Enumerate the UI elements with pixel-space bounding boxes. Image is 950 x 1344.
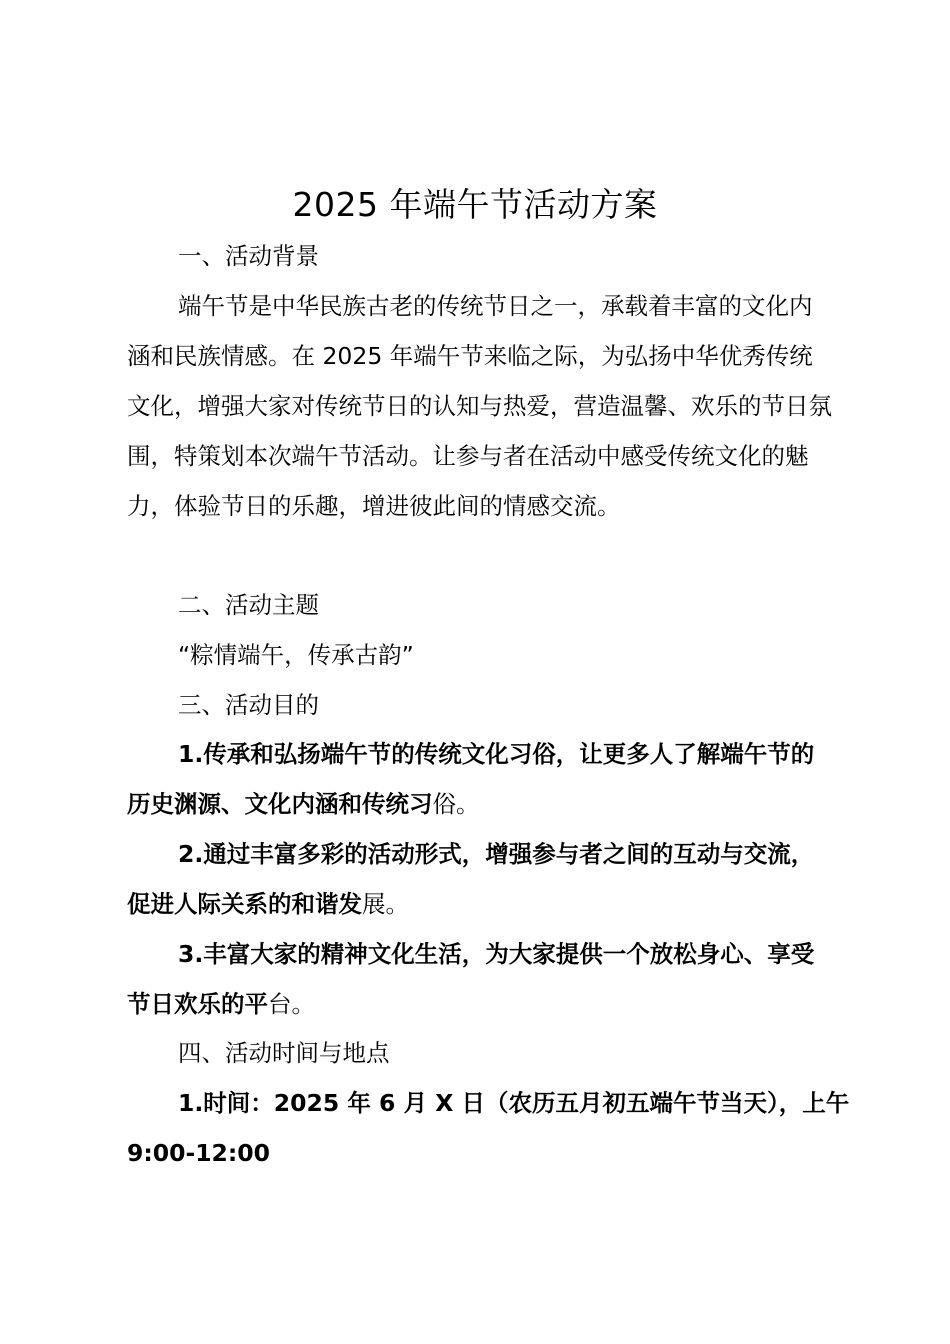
section-heading-theme: 二、活动主题 xyxy=(178,591,319,619)
purpose-item-1-text: 1.传承和弘扬端午节的传统文化习俗，让更多人了解端午节的历史渊源、文化内涵和传统习 xyxy=(127,740,815,818)
purpose-item-2-text: 2.通过丰富多彩的活动形式，增强参与者之间的互动与交流，促进人际关系的和谐发 xyxy=(127,840,815,918)
purpose-item-2 xyxy=(127,829,833,929)
document-title: 2025 年端午节活动方案 xyxy=(292,185,658,224)
time-item: 1.时间：2025 年 6 月 X 日（农历五月初五端午节当天），上午 9:00-12:00 xyxy=(127,1089,850,1167)
section-heading-purpose: 三、活动目的 xyxy=(178,691,319,719)
section-heading-background: 一、活动背景 xyxy=(178,242,319,270)
purpose-item-2-tail: 展。 xyxy=(362,890,409,918)
purpose-item-1-tail: 俗。 xyxy=(432,790,480,818)
section-heading-time-place: 四、活动时间与地点 xyxy=(178,1039,390,1067)
theme-text: “粽情端午，传承古韵” xyxy=(178,641,414,669)
background-paragraph: 端午节是中华民族古老的传统节日之一，承载着丰富的文化内涵和民族情感。在 2025 年端午节来临之际，为弘扬中华优秀传统文化，增强大家对传统节日的认知与热爱，营造温馨、欢乐的节日氛围，特策划本次端午节活动。让参与者在活动中感受传统文化的魅力，体验节日的乐趣，增进彼此间的情感交流。 xyxy=(127,292,832,520)
purpose-item-3-text: 3.丰富大家的精神文化生活，为大家提供一个放松身心、享受节日欢乐的平 xyxy=(127,940,815,1018)
purpose-item-3-tail: 台。 xyxy=(268,990,315,1018)
purpose-item-1 xyxy=(127,729,833,829)
purpose-item-3 xyxy=(127,929,833,1029)
